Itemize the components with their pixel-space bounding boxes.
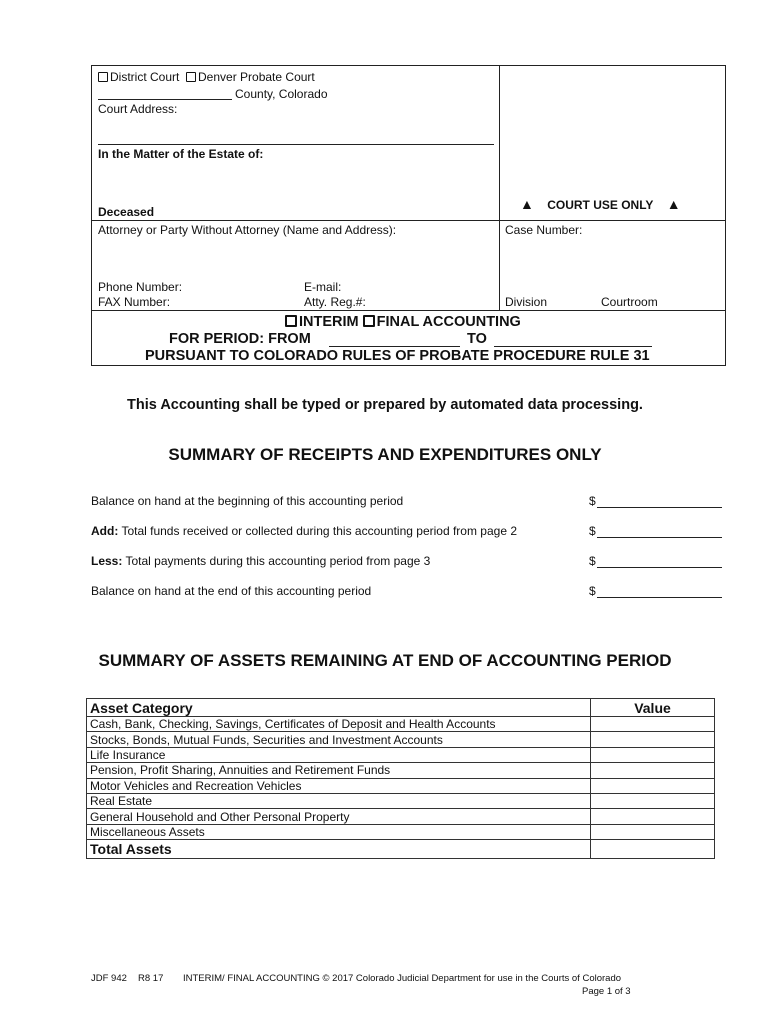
up-arrow-icon: ▲ <box>520 196 534 212</box>
rule-line: PURSUANT TO COLORADO RULES OF PROBATE PROCEDURE RULE 31 <box>145 348 650 364</box>
court-type-options <box>98 70 315 84</box>
division-label: Division <box>505 295 548 309</box>
table-row <box>87 793 715 808</box>
final-label: FINAL ACCOUNTING <box>376 314 521 330</box>
table-header-row <box>87 699 715 717</box>
asset-category-cell: Cash, Bank, Checking, Savings, Certificates of Deposit and Health Accounts <box>87 717 587 732</box>
asset-category-cell: Stocks, Bonds, Mutual Funds, Securities and Investment Accounts <box>87 732 587 747</box>
assets-heading: SUMMARY OF ASSETS REMAINING AT END OF ACCOUNTING PERIOD <box>98 651 672 670</box>
fax-label: FAX Number: <box>98 295 171 309</box>
denver-probate-label: Denver Probate Court <box>198 70 315 84</box>
asset-value-cell[interactable] <box>591 793 715 808</box>
form-description: INTERIM/ FINAL ACCOUNTING © 2017 Colorado Judicial Department for use in the Courts of Colorado <box>183 973 622 984</box>
period-to-field[interactable] <box>494 346 652 347</box>
phone-label: Phone Number: <box>98 280 183 294</box>
balance-end-label <box>91 584 371 598</box>
less-payments-label <box>91 554 430 568</box>
total-row <box>87 840 715 859</box>
court-use-only-label: COURT USE ONLY <box>547 198 654 212</box>
asset-value-cell[interactable] <box>591 763 715 778</box>
asset-value-cell[interactable] <box>591 732 715 747</box>
interim-label: INTERIM <box>299 314 359 330</box>
currency-symbol: $ <box>589 554 596 568</box>
asset-category-cell: Life Insurance <box>87 747 587 762</box>
form-revision: R8 17 <box>138 973 164 984</box>
table-row <box>87 778 715 793</box>
district-court-label: District Court <box>110 70 180 84</box>
less-payments-field[interactable] <box>597 567 722 568</box>
table-row <box>87 717 715 732</box>
table-row <box>87 732 715 747</box>
row-prefix: Add: <box>91 524 119 538</box>
case-number-label: Case Number: <box>505 223 583 237</box>
email-label: E-mail: <box>304 280 342 294</box>
row-text: Balance on hand at the beginning of this accounting period <box>91 494 404 508</box>
asset-category-cell: General Household and Other Personal Property <box>87 809 587 824</box>
attorney-section <box>92 221 500 310</box>
up-arrow-icon: ▲ <box>666 196 681 212</box>
total-assets-label: Total Assets <box>87 840 587 859</box>
receipts-heading: SUMMARY OF RECEIPTS AND EXPENDITURES ONLY <box>168 445 602 464</box>
final-checkbox[interactable] <box>363 315 375 327</box>
table-row <box>87 747 715 762</box>
assets-table <box>86 698 715 859</box>
deceased-label: Deceased <box>98 205 155 219</box>
balance-end-field[interactable] <box>597 597 722 598</box>
court-use-section <box>500 66 725 220</box>
add-received-field[interactable] <box>597 537 722 538</box>
asset-value-cell[interactable] <box>591 809 715 824</box>
asset-value-cell[interactable] <box>591 824 715 839</box>
county-label: County, Colorado <box>235 87 328 101</box>
interim-checkbox[interactable] <box>285 315 297 327</box>
asset-value-cell[interactable] <box>591 778 715 793</box>
period-from-field[interactable] <box>329 346 460 347</box>
matter-label: In the Matter of the Estate of: <box>98 147 264 161</box>
row-text: Total payments during this accounting period from page 3 <box>122 554 431 568</box>
court-address-field[interactable] <box>98 144 494 145</box>
district-court-checkbox[interactable] <box>98 72 108 82</box>
denver-probate-checkbox[interactable] <box>186 72 196 82</box>
instruction-text: This Accounting shall be typed or prepared by automated data processing. <box>127 397 643 413</box>
asset-value-cell[interactable] <box>591 747 715 762</box>
attorney-row <box>92 220 725 310</box>
attorney-label: Attorney or Party Without Attorney (Name and Address): <box>98 223 397 237</box>
currency-symbol: $ <box>589 584 596 598</box>
row-text: Total funds received or collected during this accounting period from page 2 <box>118 524 518 538</box>
form-id: JDF 942 <box>91 973 127 984</box>
period-from-label: FOR PERIOD: FROM <box>169 331 311 347</box>
page-number: Page 1 of 3 <box>582 986 631 997</box>
court-address-label: Court Address: <box>98 102 178 116</box>
court-info-section <box>92 66 500 220</box>
row-prefix: Less: <box>91 554 123 568</box>
currency-symbol: $ <box>589 524 596 538</box>
asset-category-cell: Real Estate <box>87 793 587 808</box>
value-header: Value <box>591 699 715 717</box>
period-to-label: TO <box>467 331 487 347</box>
currency-symbol: $ <box>589 494 596 508</box>
total-assets-value[interactable] <box>591 840 715 859</box>
asset-category-header: Asset Category <box>87 699 587 717</box>
asset-category-cell: Pension, Profit Sharing, Annuities and Retirement Funds <box>87 763 587 778</box>
table-row <box>87 809 715 824</box>
asset-value-cell[interactable] <box>591 717 715 732</box>
atty-reg-label: Atty. Reg.#: <box>304 295 366 309</box>
asset-category-cell: Miscellaneous Assets <box>87 824 587 839</box>
balance-beginning-label <box>91 494 403 508</box>
table-row <box>87 763 715 778</box>
add-received-label <box>91 524 517 538</box>
caption-box <box>91 65 726 366</box>
table-row <box>87 824 715 839</box>
county-field[interactable] <box>98 99 232 100</box>
court-use-only <box>520 196 681 212</box>
asset-category-cell: Motor Vehicles and Recreation Vehicles <box>87 778 587 793</box>
row-text: Balance on hand at the end of this accounting period <box>91 584 372 598</box>
courtroom-label: Courtroom <box>601 295 658 309</box>
accounting-type <box>285 314 521 330</box>
balance-beginning-field[interactable] <box>597 507 722 508</box>
accounting-title <box>92 310 725 365</box>
